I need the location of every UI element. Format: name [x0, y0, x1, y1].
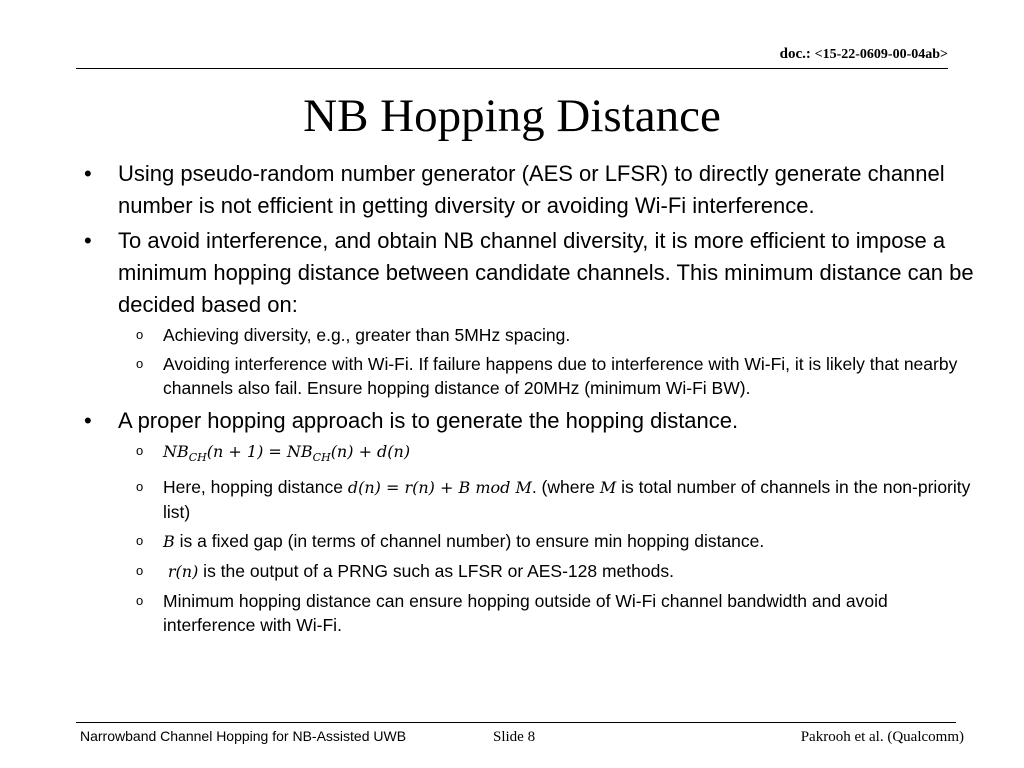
sub-bullet-item: [118, 475, 981, 524]
footer-divider: [76, 722, 956, 723]
slide-title: NB Hopping Distance: [303, 90, 721, 142]
bullet-item: [76, 405, 981, 637]
bullet-text: To avoid interference, and obtain NB channel diversity, it is more efficient to impose a minimum hopping distance between candidate channels. This minimum distance can be decided based on:: [118, 228, 974, 317]
sub-bullet-item: [118, 352, 981, 400]
bullet-text: A proper hopping approach is to generate the hopping distance.: [118, 408, 739, 433]
bullet-marker: •: [84, 228, 92, 253]
sub-bullet-marker: o: [136, 533, 144, 549]
bullet-marker: •: [84, 161, 92, 186]
sub-bullet-marker: o: [136, 563, 144, 579]
sub-bullet-item: [118, 439, 981, 470]
sub-bullet-text: Minimum hopping distance can ensure hopping outside of Wi-Fi channel bandwidth and avoid interference with Wi-Fi.: [163, 591, 888, 636]
footer-doc-title: Narrowband Channel Hopping for NB-Assisted UWB: [80, 728, 407, 744]
hopping-formula: $NB_{CH}(n + 1) = NB_{CH}(n) + d(n)$: [163, 442, 411, 465]
doc-number: <15-22-0609-00-04ab>: [814, 47, 948, 62]
footer-author: Pakrooh et al. (Qualcomm): [800, 729, 964, 745]
bullet-item: [76, 225, 981, 400]
bullet-marker: •: [84, 408, 92, 433]
slide-number: Slide 8: [493, 729, 536, 745]
doc-label: doc.:: [779, 46, 811, 62]
sub-bullet-list: [118, 323, 981, 400]
sub-bullet-text: Avoiding interference with Wi-Fi. If failure happens due to interference with Wi-Fi, it is likely that nearby channels also fail. Ensure hopping distance of 20MHz (minimum Wi-Fi BW).: [163, 354, 958, 398]
bullet-text: Using pseudo-random number generator (AES or LFSR) to directly generate channel number is not efficient in getting diversity or avoiding Wi-Fi interference.: [118, 161, 945, 218]
sub-bullet-text: B is a fixed gap (in terms of channel number) to ensure min hopping distance.: [163, 531, 765, 552]
sub-bullet-marker: o: [136, 479, 144, 495]
distance-formula: d(n) = r(n) + B mod M: [347, 478, 532, 498]
sub-bullet-item: [118, 589, 981, 637]
sub-bullet-marker: o: [136, 327, 144, 342]
sub-bullet-item: [118, 529, 981, 554]
sub-bullet-item: [118, 323, 981, 347]
sub-bullet-marker: o: [136, 593, 144, 609]
sub-bullet-marker: o: [136, 443, 144, 458]
sub-bullet-text: Achieving diversity, e.g., greater than 5MHz spacing.: [163, 325, 571, 345]
sub-bullet-text: Here, hopping distance d(n) = r(n) + B mod M. (where M is total number of channels in the non-priority list): [163, 477, 971, 523]
sub-bullet-list: [118, 439, 981, 637]
header-divider: [76, 68, 948, 69]
bullet-item: [76, 158, 981, 222]
sub-bullet-item: [118, 559, 981, 584]
bullet-list: [76, 158, 981, 637]
sub-bullet-text: r(n) is the output of a PRNG such as LFSR or AES-128 methods.: [167, 561, 674, 582]
document-id: [780, 46, 948, 63]
slide-body: [76, 158, 981, 642]
sub-bullet-marker: o: [136, 356, 144, 371]
